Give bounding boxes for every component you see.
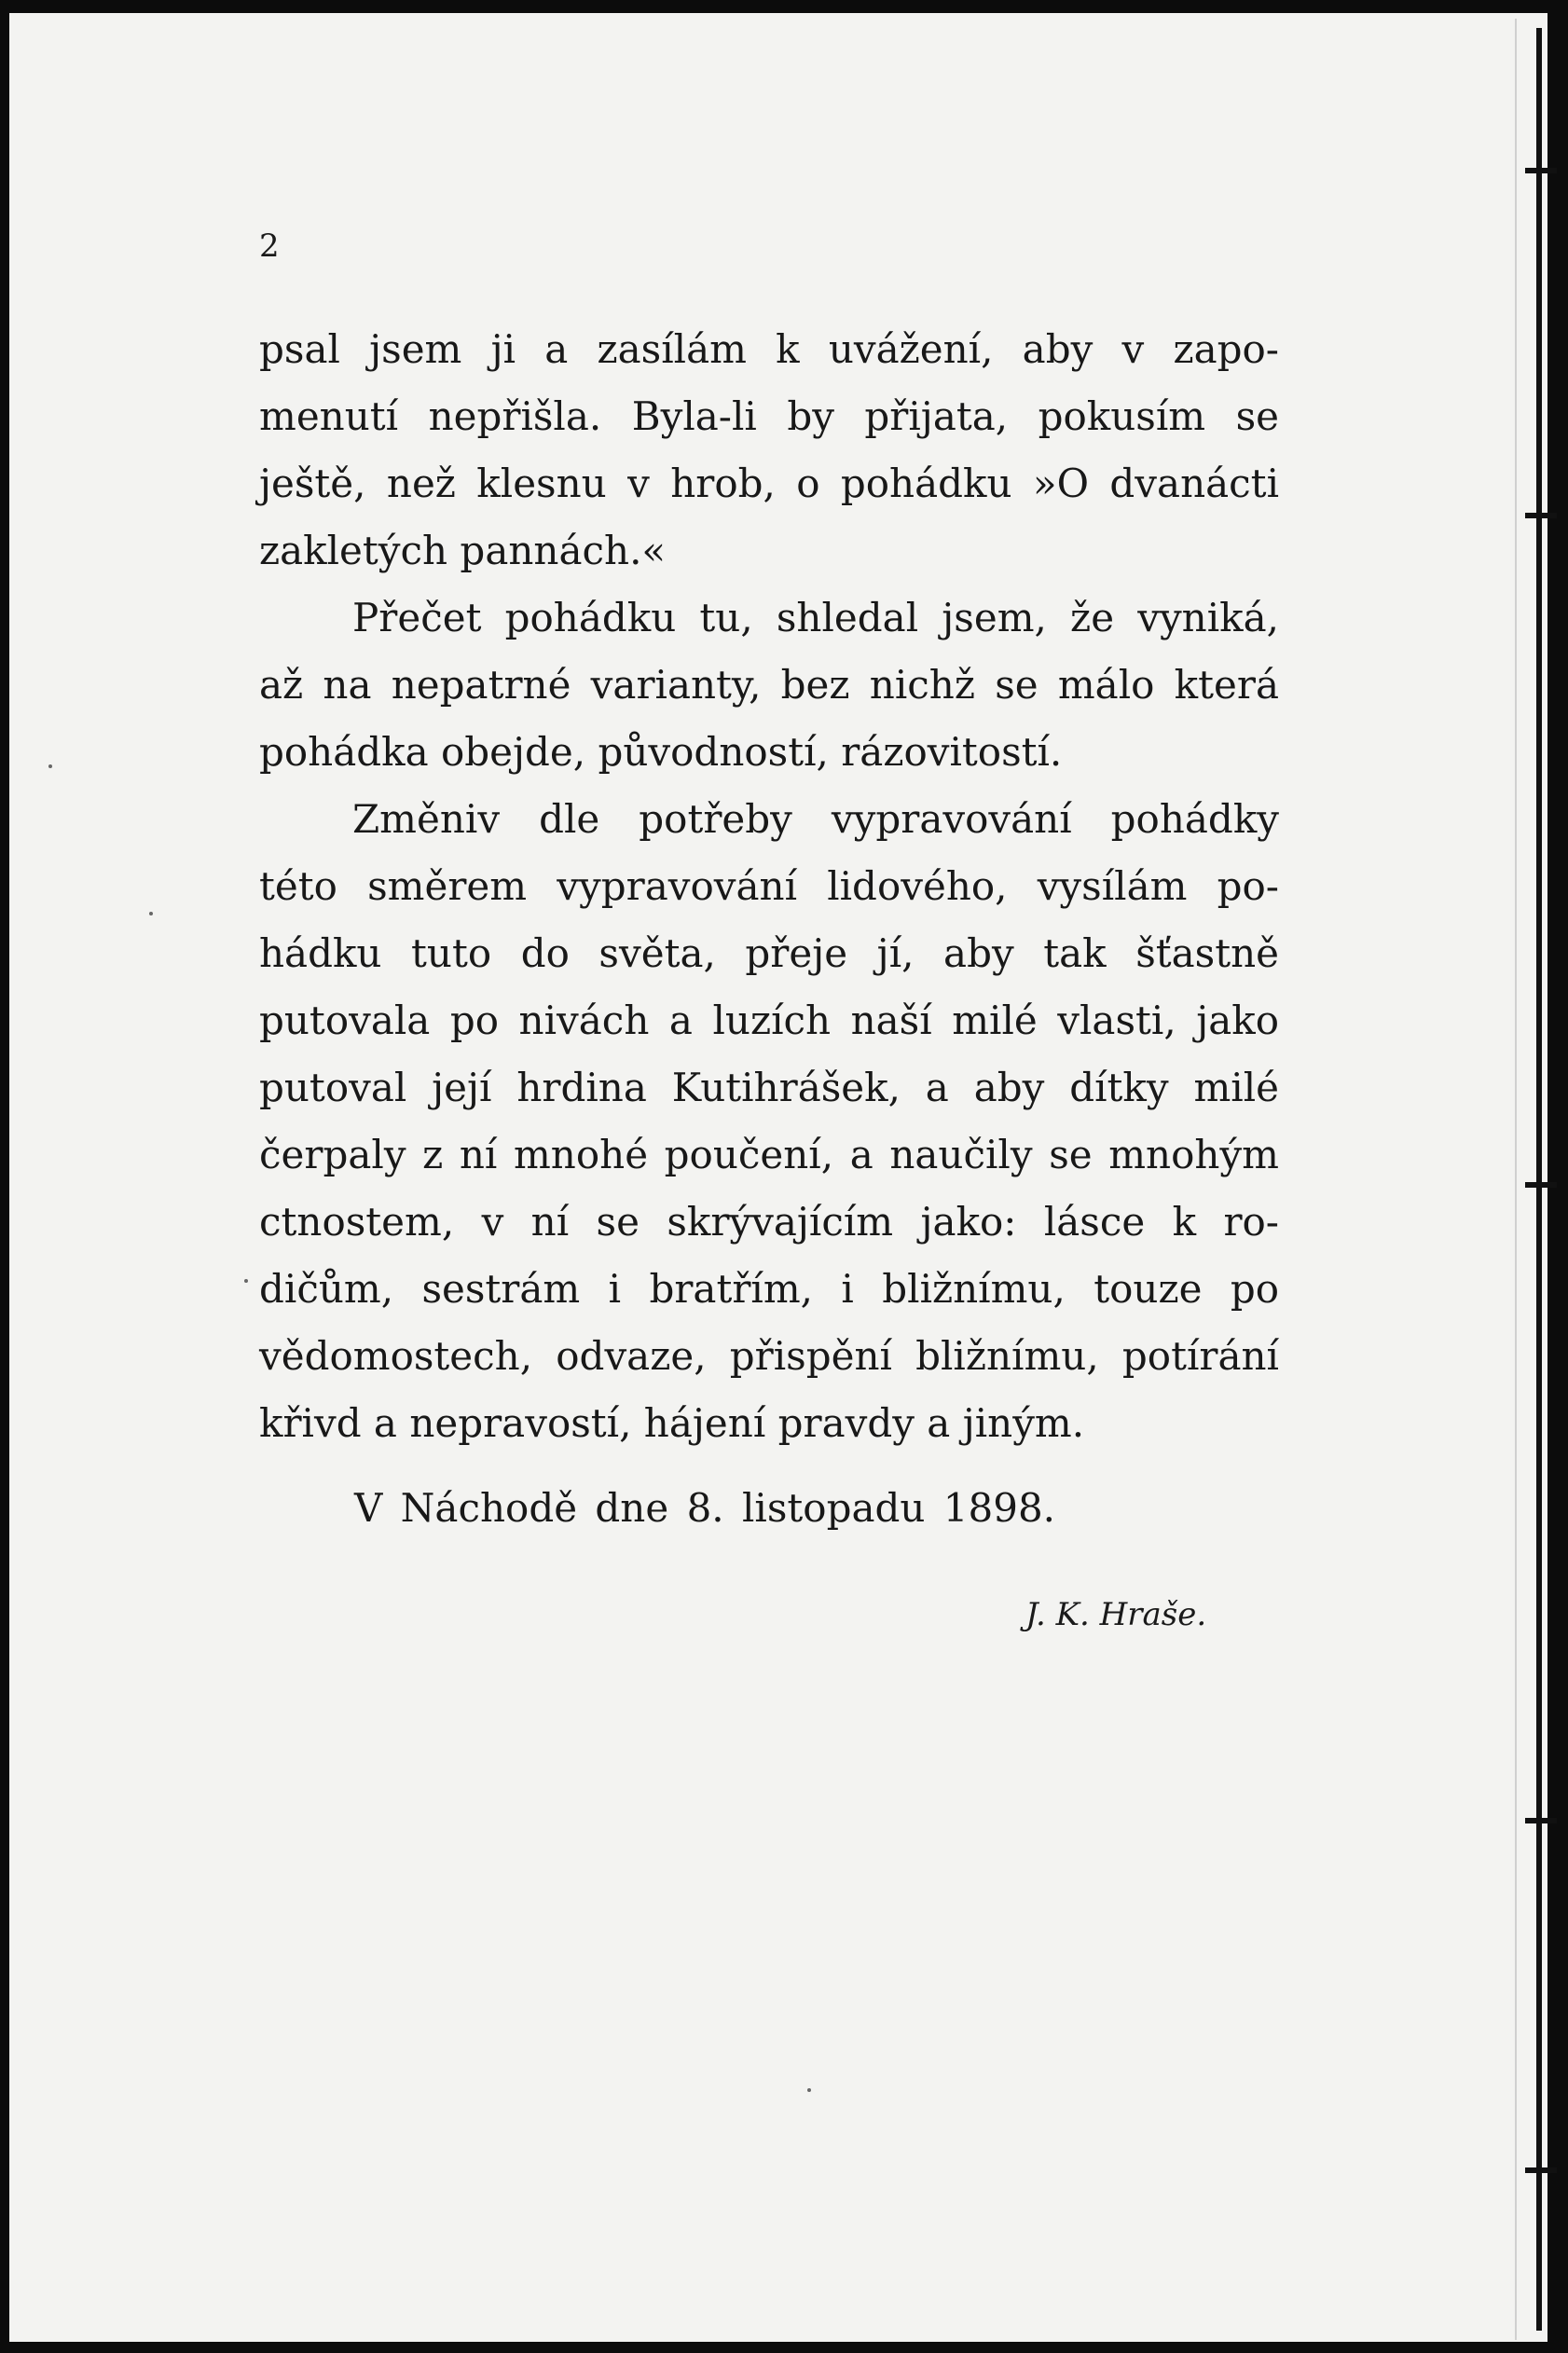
binding-mark <box>1525 2167 1557 2173</box>
text-line: putovala po nivách a luzích naší milé vlasti, jako <box>259 998 1279 1043</box>
binding-line <box>1536 28 1542 2331</box>
text-line: křivd a nepravostí, hájení pravdy a jiným. <box>259 1400 1085 1446</box>
text-line: pohádka obejde, původností, rázovitostí. <box>259 729 1063 775</box>
page-number: 2 <box>259 227 280 265</box>
text-line: této směrem vypravování lidového, vysílám po- <box>259 863 1279 909</box>
text-line: ještě, než klesnu v hrob, o pohádku »O dvanácti <box>259 461 1279 506</box>
binding-mark <box>1525 1182 1557 1188</box>
binding-mark <box>1525 1818 1557 1823</box>
text-line: čerpaly z ní mnohé poučení, a naučily se mnohým <box>259 1132 1279 1177</box>
binding-mark <box>1525 513 1557 518</box>
paper-speck <box>244 1279 248 1283</box>
text-line: vědomostech, odvaze, přispění bližnímu, potírání <box>259 1333 1279 1379</box>
binding-mark <box>1525 168 1557 173</box>
paragraph-start-line: Přečet pohádku tu, shledal jsem, že vyniká, <box>352 595 1279 640</box>
text-line: až na nepatrné varianty, bez nichž se málo která <box>259 662 1279 708</box>
text-line: zakletých pannách.« <box>259 528 667 573</box>
place-date-line: V Náchodě dne 8. listopadu 1898. <box>354 1485 1056 1531</box>
text-line: dičům, sestrám i bratřím, i bližnímu, touze po <box>259 1266 1279 1312</box>
paper-speck <box>807 2088 811 2092</box>
text-line: psal jsem ji a zasílám k uvážení, aby v zapo- <box>259 326 1279 372</box>
text-line: menutí nepřišla. Byla-li by přijata, pokusím se <box>259 393 1279 439</box>
paper-speck <box>48 764 52 768</box>
text-line: ctnostem, v ní se skrývajícím jako: lásce k ro- <box>259 1199 1279 1245</box>
paragraph-start-line: Změniv dle potřeby vypravování pohádky <box>352 796 1279 842</box>
paper-speck <box>149 912 153 915</box>
author-signature: J. K. Hraše. <box>1025 1596 1207 1633</box>
text-line: putoval její hrdina Kutihrášek, a aby dítky milé <box>259 1065 1279 1110</box>
text-line: hádku tuto do světa, přeje jí, aby tak šťastně <box>259 930 1279 976</box>
